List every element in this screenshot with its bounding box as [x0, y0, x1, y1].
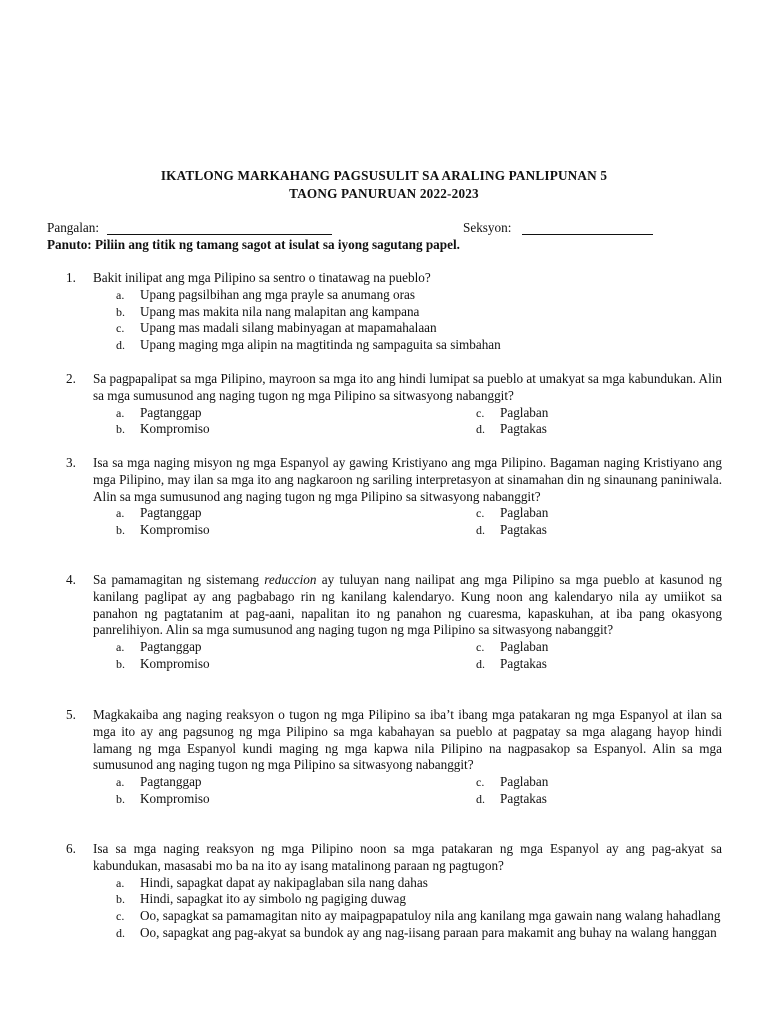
option-row	[116, 774, 722, 791]
option-letter: c.	[476, 775, 485, 790]
options-list	[116, 774, 722, 808]
option-letter: b.	[116, 422, 125, 437]
option-letter: b.	[116, 892, 125, 907]
option-text: Kompromiso	[140, 790, 210, 806]
question-text-end: ay tuluyan nang nailipat ang mga Pilipino sa mga pueblo at kasunod ng kanilang paglipat ay ang pagbabago rin ng kanilang kalendaryo. Kung noon ang kalendaryo nila ay umiikot sa panahon ng pagtatanim at pag-aani, napalitan ito ng panahon ng cuaresma, kapaskuhan, at iba pang okasyong panrelihiyon. Alin sa mga sumusunod ang naging tugon ng mga Pilipino sa sitwasyong nabanggit?	[93, 572, 722, 638]
option-text: Paglaban	[500, 404, 549, 420]
options-list	[116, 405, 722, 439]
question-number: 3.	[66, 455, 76, 470]
options-list	[116, 505, 722, 539]
options-list	[116, 287, 722, 354]
option-row	[116, 791, 722, 808]
question-italic-term: reduccion	[264, 572, 317, 587]
option-text: Pagtakas	[500, 522, 547, 538]
option-text: Pagtanggap	[140, 404, 202, 420]
options-list	[116, 639, 722, 673]
question-text: Magkakaiba ang naging reaksyon o tugon ng mga Pilipino sa iba’t ibang mga patakaran ng mga Espanyol at ilan sa mga ito ay ang pagsunog ng mga Pilipino sa mga kabahayan sa pueblo at pagpatay sa mga alagang hayop hindi lamang ng mga Espanyol kundi maging ng mga kapwa nila Pilipino na nagpasakop sa Espanyol. Alin sa mga sumusunod ang naging tugon ng mga Pilipino sa sitwasyong nabanggit?	[93, 707, 722, 773]
option-letter: b.	[116, 791, 125, 806]
option-letter: c.	[476, 506, 485, 521]
option-d	[116, 337, 722, 354]
option-text: Hindi, sapagkat dapat ay nakipaglaban sila nang dahas	[140, 874, 428, 890]
option-letter: a.	[116, 506, 125, 521]
option-row	[116, 639, 722, 656]
option-c	[116, 320, 722, 337]
question-number: 2.	[66, 371, 76, 386]
question-1	[66, 270, 722, 354]
option-letter: c.	[476, 640, 485, 655]
option-c	[116, 908, 722, 925]
options-list	[116, 875, 722, 942]
option-b	[116, 304, 722, 321]
option-letter: d.	[116, 925, 125, 940]
option-letter: d.	[116, 338, 125, 353]
question-6	[66, 841, 722, 942]
question-4	[66, 572, 722, 673]
option-text: Upang maging mga alipin na magtitinda ng sampaguita sa simbahan	[140, 337, 501, 353]
option-text: Pagtanggap	[140, 505, 202, 521]
question-5	[66, 707, 722, 808]
question-number: 4.	[66, 572, 76, 587]
option-text: Pagtakas	[500, 655, 547, 671]
option-text: Pagtanggap	[140, 639, 202, 655]
name-blank-line	[107, 220, 332, 235]
option-row	[116, 421, 722, 438]
option-row	[116, 656, 722, 673]
question-number: 5.	[66, 707, 76, 722]
name-label: Pangalan:	[47, 220, 100, 235]
option-text: Upang mas makita nila nang malapitan ang kampana	[140, 303, 420, 319]
option-letter: d.	[476, 523, 485, 538]
question-text-start: Sa pamamagitan ng sistemang	[93, 572, 265, 587]
option-letter: c.	[116, 909, 125, 924]
question-number: 1.	[66, 270, 76, 285]
option-letter: a.	[116, 875, 125, 890]
option-text: Oo, sapagkat ang pag-akyat sa bundok ay ang nag-iisang paraan para makamit ang buhay na walang hanggan	[140, 924, 717, 940]
option-b	[116, 891, 722, 908]
exam-title: IKATLONG MARKAHANG PAGSUSULIT SA ARALING PANLIPUNAN 5	[160, 168, 608, 183]
option-letter: a.	[116, 287, 125, 302]
section-label: Seksyon:	[463, 220, 512, 235]
question-text: Bakit inilipat ang mga Pilipino sa sentro o tinatawag na pueblo?	[93, 270, 431, 285]
option-row	[116, 505, 722, 522]
option-text: Pagtakas	[500, 421, 547, 437]
question-text	[93, 572, 722, 639]
option-row	[116, 405, 722, 422]
section-blank-line	[522, 220, 653, 235]
option-letter: a.	[116, 640, 125, 655]
option-letter: d.	[476, 656, 485, 671]
option-text: Hindi, sapagkat ito ay simbolo ng pagiging duwag	[140, 891, 406, 907]
option-text: Paglaban	[500, 505, 549, 521]
option-text: Upang mas madali silang mabinyagan at mapamahalaan	[140, 320, 437, 336]
option-text: Kompromiso	[140, 421, 210, 437]
option-letter: c.	[476, 405, 485, 420]
option-text: Kompromiso	[140, 655, 210, 671]
question-number: 6.	[66, 841, 76, 856]
option-text: Paglaban	[500, 774, 549, 790]
question-text: Sa pagpapalipat sa mga Pilipino, mayroon sa mga ito ang hindi lumipat sa pueblo at umakyat sa mga kabundukan. Alin sa mga sumusunod ang naging tugon ng mga Pilipino sa sitwasyong nabanggit?	[93, 371, 722, 403]
option-text: Pagtakas	[500, 790, 547, 806]
option-row	[116, 522, 722, 539]
option-a	[116, 875, 722, 892]
option-letter: c.	[116, 321, 125, 336]
option-text: Oo, sapagkat sa pamamagitan nito ay maipagpapatuloy nila ang kanilang mga gawain nang walang hahadlang	[140, 908, 721, 924]
school-year: TAONG PANURUAN 2022-2023	[289, 186, 479, 201]
student-info-row	[47, 220, 727, 238]
option-a	[116, 287, 722, 304]
question-text: Isa sa mga naging misyon ng mga Espanyol ay gawing Kristiyano ang mga Pilipino. Bagaman naging Kristiyano ang mga Pilipino, may ilan sa mga ito ang nagkaroon ng sariling interpretasyon at sinamahan din ng sinaunang paniniwala. Alin sa mga sumusunod ang naging tugon ng mga Pilipino sa sitwasyong nabanggit?	[93, 455, 722, 504]
option-letter: b.	[116, 304, 125, 319]
option-text: Upang pagsilbihan ang mga prayle sa anumang oras	[140, 286, 416, 302]
option-letter: a.	[116, 775, 125, 790]
option-text: Pagtanggap	[140, 774, 202, 790]
option-letter: b.	[116, 523, 125, 538]
option-text: Paglaban	[500, 639, 549, 655]
instructions: Panuto: Piliin ang titik ng tamang sagot at isulat sa iyong sagutang papel.	[47, 237, 460, 252]
option-letter: d.	[476, 791, 485, 806]
question-2	[66, 371, 722, 438]
option-letter: d.	[476, 422, 485, 437]
option-text: Kompromiso	[140, 522, 210, 538]
option-letter: a.	[116, 405, 125, 420]
option-letter: b.	[116, 656, 125, 671]
question-text: Isa sa mga naging reaksyon ng mga Pilipino noon sa mga patakaran ng mga Espanyol ay ang pag-akyat sa kabundukan, masasabi mo ba na ito ay isang matalinong paraan ng pagtugon?	[93, 841, 722, 873]
question-3	[66, 455, 722, 539]
option-d	[116, 925, 722, 942]
